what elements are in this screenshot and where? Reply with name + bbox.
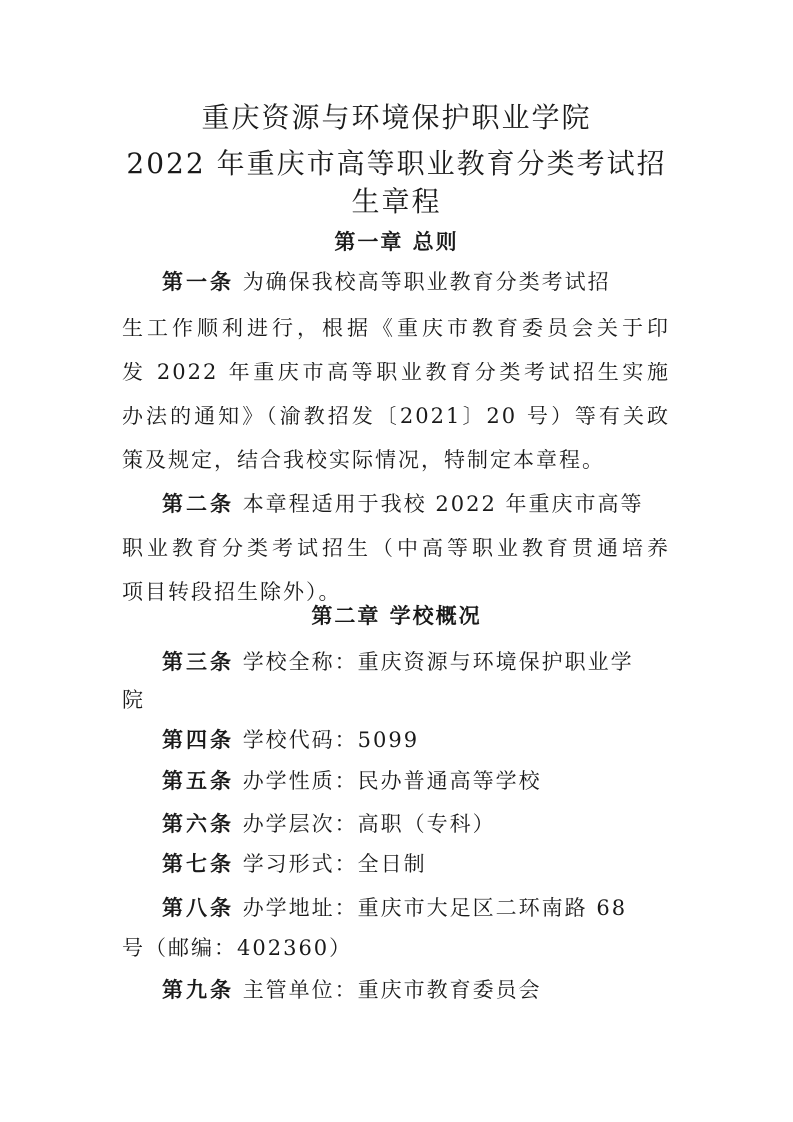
doc-title-line-3: 生章程 xyxy=(351,185,442,218)
article-8-line-2: 号（邮编：402360） xyxy=(122,936,353,960)
doc-title-line-1: 重庆资源与环境保护职业学院 xyxy=(201,101,592,134)
article-1-line-2: 生工作顺利进行，根据《重庆市教育委员会关于印 xyxy=(122,318,670,340)
article-9-text: 主管单位：重庆市教育委员会 xyxy=(242,978,542,1002)
article-5-line xyxy=(162,771,542,792)
article-2-line-1 xyxy=(162,494,643,515)
chapter-1-heading: 第一章 总则 xyxy=(334,230,459,254)
article-1-line-4: 办法的通知》（渝教招发〔2021〕20 号）等有关政 xyxy=(122,406,670,428)
article-3-label: 第三条 xyxy=(162,650,234,674)
article-8-line-1 xyxy=(162,898,672,919)
article-4-text: 学校代码：5099 xyxy=(242,728,420,752)
article-1-line-5: 策及规定，结合我校实际情况，特制定本章程。 xyxy=(122,448,605,472)
article-1-line-3: 发 2022 年重庆市高等职业教育分类考试招生实施 xyxy=(122,362,670,384)
article-3-line-1 xyxy=(162,652,634,673)
article-8-label: 第八条 xyxy=(162,896,234,920)
chapter-2-heading: 第二章 学校概况 xyxy=(311,604,482,628)
article-9-label: 第九条 xyxy=(162,978,234,1002)
article-2-label: 第二条 xyxy=(162,492,234,516)
article-5-text: 办学性质：民办普通高等学校 xyxy=(242,769,542,793)
article-7-text: 学习形式：全日制 xyxy=(242,852,427,876)
article-4-label: 第四条 xyxy=(162,728,234,752)
article-5-label: 第五条 xyxy=(162,769,234,793)
article-8-text: 办学地址：重庆市大足区二环南路 68 xyxy=(242,896,628,920)
article-2-line-2: 职业教育分类考试招生（中高等职业教育贯通培养 xyxy=(122,538,670,560)
doc-title-line-2: 2022 年重庆市高等职业教育分类考试招 xyxy=(126,147,667,180)
article-7-label: 第七条 xyxy=(162,852,234,876)
article-9-line xyxy=(162,980,542,1001)
article-1-label: 第一条 xyxy=(162,270,234,294)
article-3-text: 学校全称：重庆资源与环境保护职业学 xyxy=(242,650,634,674)
article-2-line-3: 项目转段招生除外）。 xyxy=(122,580,342,604)
article-6-line xyxy=(162,814,496,835)
article-6-text: 办学层次：高职（专科） xyxy=(242,812,496,836)
article-7-line xyxy=(162,854,427,875)
article-1-line-1 xyxy=(162,272,611,293)
article-3-line-2: 院 xyxy=(122,688,145,712)
article-6-label: 第六条 xyxy=(162,812,234,836)
article-1-text: 为确保我校高等职业教育分类考试招 xyxy=(242,270,611,294)
article-2-text: 本章程适用于我校 2022 年重庆市高等 xyxy=(242,492,644,516)
article-4-line xyxy=(162,730,419,751)
